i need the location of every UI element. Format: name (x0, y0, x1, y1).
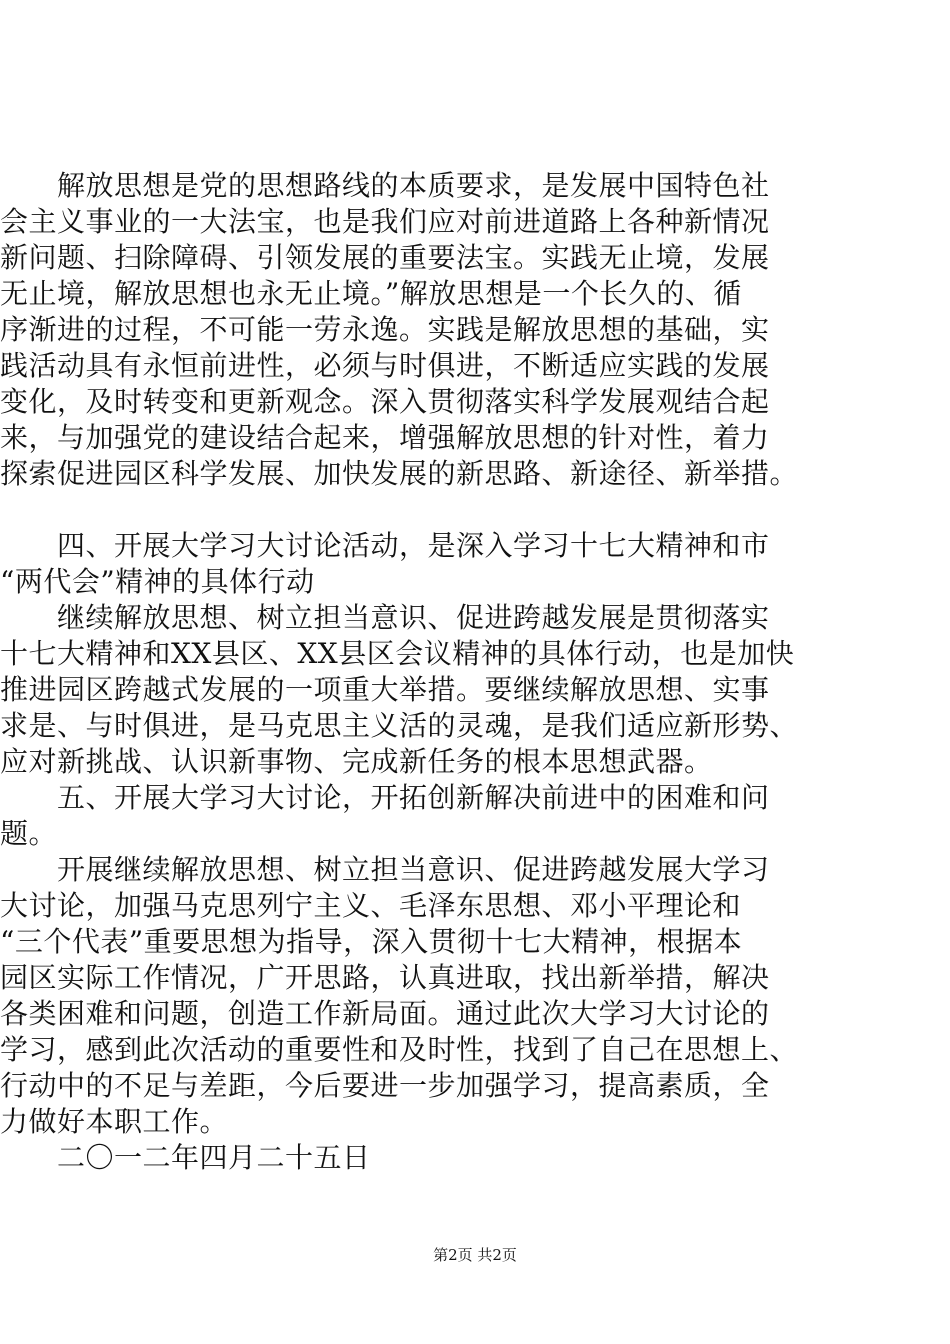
section-heading-line: 五、开展大学习大讨论，开拓创新解决前进中的困难和问 (0, 781, 770, 814)
paragraph-line: 继续解放思想、树立担当意识、促进跨越发展是贯彻落实 (0, 601, 770, 634)
page-number-footer: 第2页 共2页 (433, 1246, 517, 1264)
date-line: 二〇一二年四月二十五日 (0, 1141, 371, 1174)
paragraph-line: 探索促进园区科学发展、加快发展的新思路、新途径、新举措。 (0, 457, 799, 490)
paragraph-line: 践活动具有永恒前进性，必须与时俱进，不断适应实践的发展 (0, 349, 770, 382)
paragraph-line: 园区实际工作情况，广开思路，认真进取，找出新举措，解决 (0, 961, 770, 994)
paragraph-line: 应对新挑战、认识新事物、完成新任务的根本思想武器。 (0, 745, 713, 778)
paragraph-line: 行动中的不足与差距，今后要进一步加强学习，提高素质，全 (0, 1069, 770, 1102)
paragraph-line: 变化，及时转变和更新观念。深入贯彻落实科学发展观结合起 (0, 385, 770, 418)
paragraph-line: 大讨论，加强马克思列宁主义、毛泽东思想、邓小平理论和 (0, 889, 742, 922)
paragraph-line: “三个代表”重要思想为指导，深入贯彻十七大精神，根据本 (0, 925, 743, 958)
paragraph-line: 学习，感到此次活动的重要性和及时性，找到了自己在思想上、 (0, 1033, 799, 1066)
section-heading-line: 四、开展大学习大讨论活动，是深入学习十七大精神和市 (0, 529, 770, 562)
paragraph-line: 会主义事业的一大法宝，也是我们应对前进道路上各种新情况 (0, 205, 770, 238)
paragraph-line: 新问题、扫除障碍、引领发展的重要法宝。实践无止境，发展 (0, 241, 770, 274)
paragraph-line: 解放思想是党的思想路线的本质要求，是发展中国特色社 (0, 169, 770, 202)
paragraph-line: 序渐进的过程，不可能一劳永逸。实践是解放思想的基础，实 (0, 313, 770, 346)
paragraph-line: 推进园区跨越式发展的一项重大举措。要继续解放思想、实事 (0, 673, 770, 706)
section-heading-line: 题。 (0, 817, 58, 850)
paragraph-line: 各类困难和问题，创造工作新局面。通过此次大学习大讨论的 (0, 997, 770, 1030)
paragraph-line: 开展继续解放思想、树立担当意识、促进跨越发展大学习 (0, 853, 770, 886)
paragraph-line: 十七大精神和XX县区、XX县区会议精神的具体行动，也是加快 (0, 637, 795, 670)
paragraph-line: 无止境，解放思想也永无止境。”解放思想是一个长久的、循 (0, 277, 742, 310)
paragraph-line: 力做好本职工作。 (0, 1105, 229, 1138)
section-heading-line: “两代会”精神的具体行动 (0, 565, 315, 598)
paragraph-line: 求是、与时俱进，是马克思主义活的灵魂，是我们适应新形势、 (0, 709, 799, 742)
paragraph-line: 来，与加强党的建设结合起来，增强解放思想的针对性，着力 (0, 421, 770, 454)
